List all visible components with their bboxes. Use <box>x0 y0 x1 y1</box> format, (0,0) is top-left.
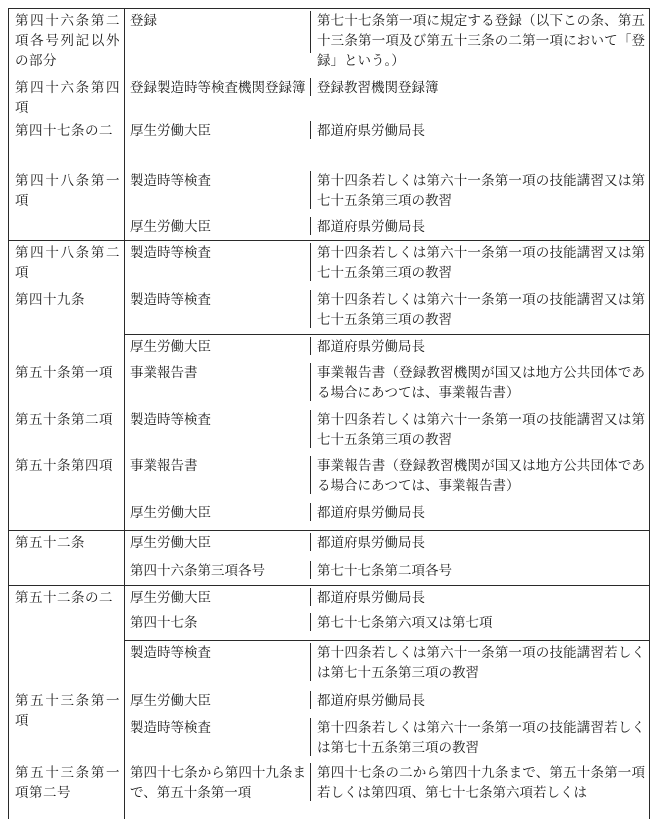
original-term-cell: 製造時等検査 <box>130 720 211 736</box>
cell-divider <box>310 78 311 96</box>
replacement-term-cell: 第十四条若しくは第六十一条第一項の技能講習若しくは第七十五条第三項の教習 <box>317 720 645 756</box>
article-cell: 第四十六条第四項 <box>15 80 120 116</box>
original-term-cell: 登録製造時等検査機関登録簿 <box>130 80 306 96</box>
article-cell: 第五十条第四項 <box>15 458 113 474</box>
original-term-cell: 第四十六条第三項各号 <box>130 563 265 579</box>
replacement-term-cell: 第十四条若しくは第六十一条第一項の技能講習又は第七十五条第三項の教習 <box>317 412 645 448</box>
replacement-term-cell: 第十四条若しくは第六十一条第一項の技能講習又は第七十五条第三項の教習 <box>317 292 645 328</box>
cell-divider <box>310 763 311 801</box>
article-cell: 第五十三条第一項 <box>15 693 120 729</box>
replacement-term-cell: 第七十七条第一項に規定する登録（以下この条、第五十三条第一項及び第五十三条の二第一項において「登録」という。） <box>317 13 645 69</box>
replacement-term-cell: 都道府県労働局長 <box>317 590 425 606</box>
original-term-cell: 厚生労働大臣 <box>130 535 211 551</box>
replacement-term-cell: 第十四条若しくは第六十一条第一項の技能講習又は第七十五条第三項の教習 <box>317 245 645 281</box>
original-term-cell: 厚生労働大臣 <box>130 590 211 606</box>
original-term-cell: 製造時等検査 <box>130 645 211 661</box>
cell-divider <box>310 613 311 631</box>
original-term-cell: 事業報告書 <box>130 458 198 474</box>
cell-divider <box>310 363 311 401</box>
original-term-cell: 事業報告書 <box>130 365 198 381</box>
replacement-term-cell: 都道府県労働局長 <box>317 219 425 235</box>
article-cell: 第四十九条 <box>15 292 85 308</box>
original-term-cell: 製造時等検査 <box>130 412 211 428</box>
replacement-term-cell: 都道府県労働局長 <box>317 535 425 551</box>
replacement-term-cell: 事業報告書（登録教習機関が国又は地方公共団体である場合にあつては、事業報告書） <box>317 458 645 494</box>
article-cell: 第五十二条 <box>15 535 85 551</box>
article-cell: 第五十三条第一項第二号 <box>15 765 120 801</box>
replacement-term-cell: 都道府県労働局長 <box>317 123 425 139</box>
cell-divider <box>310 533 311 551</box>
original-term-cell: 製造時等検査 <box>130 245 211 261</box>
original-term-cell: 製造時等検査 <box>130 292 211 308</box>
replacement-term-cell: 都道府県労働局長 <box>317 339 425 355</box>
cell-divider <box>310 503 311 521</box>
original-term-cell: 第四十七条 <box>130 615 198 631</box>
cell-divider <box>310 410 311 448</box>
original-term-cell: 厚生労働大臣 <box>130 505 211 521</box>
article-cell: 第五十条第二項 <box>15 412 113 428</box>
original-term-cell: 製造時等検査 <box>130 173 211 189</box>
original-term-cell: 厚生労働大臣 <box>130 693 211 709</box>
cell-divider <box>310 290 311 328</box>
subgroup-divider-1 <box>124 334 649 335</box>
replacement-term-cell: 都道府県労働局長 <box>317 505 425 521</box>
article-cell: 第五十二条の二 <box>15 590 113 606</box>
cell-divider <box>310 171 311 209</box>
article-cell: 第四十六条第二項各号列記以外の部分 <box>15 13 120 69</box>
cell-divider <box>310 243 311 281</box>
cell-divider <box>310 588 311 606</box>
cell-divider <box>310 643 311 681</box>
cell-divider <box>310 217 311 235</box>
original-term-cell: 登録 <box>130 13 157 29</box>
original-term-cell: 厚生労働大臣 <box>130 219 211 235</box>
cell-divider <box>310 561 311 579</box>
subgroup-divider-2 <box>124 640 649 641</box>
replacement-term-cell: 都道府県労働局長 <box>317 693 425 709</box>
replacement-term-cell: 第七十七条第二項各号 <box>317 563 452 579</box>
replacement-term-cell: 事業報告書（登録教習機関が国又は地方公共団体である場合にあつては、事業報告書） <box>317 365 645 401</box>
cell-divider <box>310 691 311 709</box>
original-term-cell: 厚生労働大臣 <box>130 123 211 139</box>
table-right-border <box>649 8 650 819</box>
cell-divider <box>310 11 311 53</box>
replacement-term-cell: 第十四条若しくは第六十一条第一項の技能講習若しくは第七十五条第三項の教習 <box>317 645 645 681</box>
group-divider-1 <box>8 240 649 241</box>
article-cell: 第四十七条の二 <box>15 123 113 139</box>
table-top-border <box>8 8 649 9</box>
cell-divider <box>310 718 311 756</box>
cell-divider <box>310 337 311 355</box>
original-term-cell: 厚生労働大臣 <box>130 339 211 355</box>
cell-divider <box>310 456 311 494</box>
article-cell: 第四十八条第一項 <box>15 173 120 209</box>
replacement-term-cell: 第七十七条第六項又は第七項 <box>317 615 493 631</box>
table-left-border <box>8 8 9 819</box>
original-term-cell: 第四十七条から第四十九条まで、第五十条第一項 <box>130 765 306 801</box>
group-divider-2 <box>8 530 649 531</box>
replacement-term-cell: 第四十七条の二から第四十九条まで、第五十条第一項若しくは第四項、第七十七条第六項若しくは <box>317 765 645 801</box>
article-cell: 第四十八条第二項 <box>15 245 120 281</box>
article-cell: 第五十条第一項 <box>15 365 113 381</box>
replacement-term-cell: 登録教習機関登録簿 <box>317 80 439 96</box>
cell-divider <box>310 121 311 139</box>
column-divider-1 <box>124 8 125 819</box>
replacement-term-cell: 第十四条若しくは第六十一条第一項の技能講習又は第七十五条第三項の教習 <box>317 173 645 209</box>
group-divider-3 <box>8 585 649 586</box>
